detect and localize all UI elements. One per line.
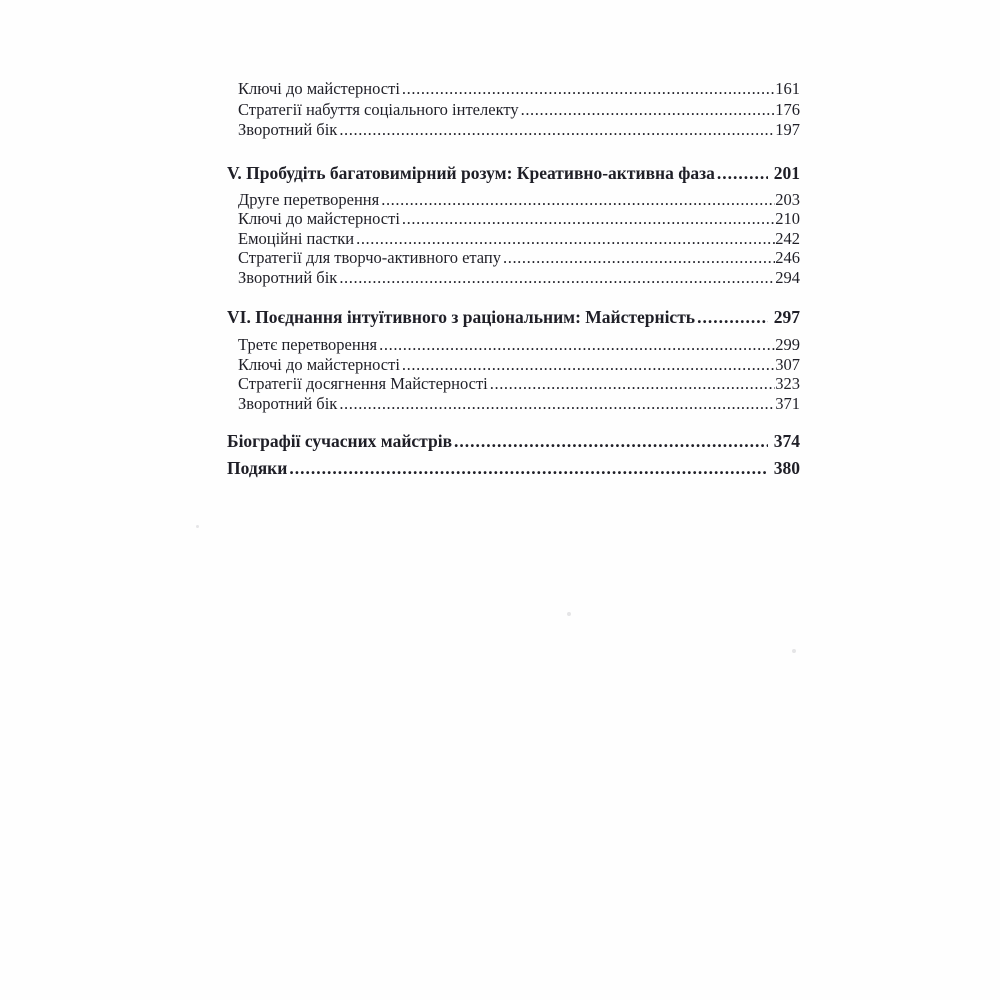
- toc-entry-page: 380: [773, 458, 800, 478]
- toc-group-standalone: [227, 428, 800, 482]
- toc-dot-leader: [501, 248, 775, 268]
- toc-entry-label: Ключі до майстерності: [238, 354, 400, 374]
- toc-entry-page: 210: [775, 209, 800, 228]
- toc-entry: [227, 248, 800, 268]
- toc-dot-leader: [337, 394, 775, 414]
- toc-dot-leader: [377, 335, 775, 355]
- toc-entry: [227, 394, 800, 414]
- toc-section-v: [227, 161, 800, 288]
- toc-entry-label: Зворотний бік: [238, 120, 338, 139]
- toc-dot-leader: [400, 209, 775, 229]
- toc-entry-label: Стратегії досягнення Майстерності: [238, 374, 488, 393]
- toc-entry: [227, 355, 800, 375]
- toc-entry-page: 323: [775, 374, 800, 393]
- toc-entry-label: Ключі до майстерності: [238, 209, 400, 228]
- toc-entry-label: Третє перетворення: [238, 335, 378, 354]
- toc-entry-label: Зворотний бік: [238, 393, 338, 413]
- toc-entry: [227, 120, 800, 141]
- toc-dot-leader: [695, 305, 768, 329]
- toc-entry: [227, 428, 800, 455]
- toc-entry-label: Стратегії набуття соціального інтелекту: [238, 99, 519, 119]
- toc-entry-page: 374: [773, 431, 800, 451]
- toc-entry-label: Емоційні пастки: [238, 228, 355, 248]
- toc-dot-leader: [452, 428, 768, 455]
- toc-dot-leader: [379, 190, 775, 210]
- toc-section-items: [227, 190, 800, 288]
- toc-entry-page: 299: [775, 335, 800, 354]
- toc-entry: [227, 455, 800, 482]
- toc-entry-page: 203: [775, 189, 800, 209]
- toc-entry: [227, 374, 800, 394]
- toc-dot-leader: [337, 120, 775, 141]
- toc-entry: [227, 268, 800, 288]
- toc-dot-leader: [400, 355, 775, 375]
- toc-entry-page: 294: [775, 267, 800, 287]
- toc-section-page: 201: [773, 162, 800, 183]
- toc-entry-label: Зворотний бік: [238, 267, 338, 287]
- scan-speck: [567, 612, 571, 616]
- scan-speck: [196, 525, 199, 528]
- toc-dot-leader: [715, 161, 768, 185]
- toc-dot-leader: [488, 374, 776, 394]
- toc-entry-label: Друге перетворення: [238, 189, 380, 209]
- toc-dot-leader: [337, 268, 775, 288]
- toc-section-heading: [227, 305, 800, 329]
- toc-entry: [227, 79, 800, 100]
- toc-entry-page: 307: [775, 354, 800, 374]
- toc-entry-page: 197: [775, 120, 800, 139]
- toc-entry-page: 176: [775, 99, 800, 119]
- toc-dot-leader: [519, 100, 776, 121]
- toc-entry-page: 242: [775, 228, 800, 248]
- toc-group-orphan: [227, 79, 800, 141]
- toc-section-vi: [227, 305, 800, 413]
- toc-entry: [227, 209, 800, 229]
- toc-dot-leader: [354, 229, 775, 249]
- toc-entry-page: 161: [775, 79, 800, 98]
- toc-dot-leader: [400, 79, 775, 100]
- scan-speck: [792, 649, 796, 653]
- toc-section-title: VI. Поєднання інтуїтивного з раціональним: Майстерність: [227, 307, 696, 327]
- toc-entry: [227, 190, 800, 210]
- toc-entry-label: Стратегії для творчо-активного етапу: [238, 248, 501, 267]
- table-of-contents: [227, 0, 800, 482]
- toc-entry-page: 371: [775, 393, 800, 413]
- toc-entry-page: 246: [775, 248, 800, 267]
- toc-entry: [227, 100, 800, 121]
- toc-entry-label: Ключі до майстерності: [238, 79, 400, 98]
- toc-entry: [227, 335, 800, 355]
- toc-dot-leader: [287, 455, 767, 482]
- toc-section-title: V. Пробудіть багатовимірний розум: Креативно-активна фаза: [227, 162, 715, 183]
- toc-entry-label: Біографії сучасних майстрів: [227, 431, 453, 451]
- toc-entry: [227, 229, 800, 249]
- toc-section-page: 297: [773, 307, 800, 327]
- toc-section-items: [227, 335, 800, 413]
- toc-entry-label: Подяки: [227, 458, 288, 478]
- toc-section-heading: [227, 161, 800, 185]
